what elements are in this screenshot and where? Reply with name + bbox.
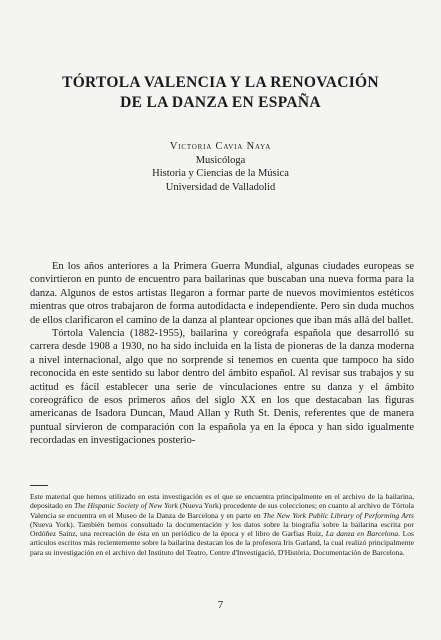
footnote-text-d: . Los artículos escritos más recientemente sobre la bailarina destacan los de la profesora Iris Garland, la cual realizó principalmente para su investigación en el archivo del Instituto del Teatro, Centre d'Investigació, D'Història, Documentación de Barcelona. [30,529,414,557]
body-text [30,260,414,448]
author-block [20,140,421,194]
title-line-2: DE LA DANZA EN ESPAÑA [120,94,321,111]
footnote-text-c: (Nueva York). También hemos consultado la documentación y los datos sobre la biografía sobre la bailarina escrita por Ordóñez Sainz, una recreación de ésta en un periódico de la época y el libro de Garfias Ruiz, [30,519,414,539]
body-paragraph-1: En los años anteriores a la Primera Guerra Mundial, algunas ciudades europeas se convirtieron en punto de encuentro para bailarinas que buscaban una nueva forma para la danza. Algunos de estos artistas llegaron a formar parte de nuevos movimientos estéticos mientras que otros trabajaron de forma autodidacta e independiente. Pero sin duda muchos de ellos clarificaron el camino de la danza al plantear opciones que iban más allá del ballet. [30,261,414,326]
author-institution: Universidad de Valladolid [165,181,276,193]
author-role: Musicóloga [195,154,246,166]
author-name: Victoria Cavia Naya [169,141,272,152]
footnote-italic-a: The Hispanic Society of New York [74,501,178,511]
footnote-text-a: Este material que hemos utilizado en esta investigación es el que se encuentra principalmente en el archivo de la bailarina, depositado en [30,492,414,511]
page-number: 7 [217,599,224,611]
footnote-divider [30,485,48,486]
footnote [30,492,414,557]
author-field: Historia y Ciencias de la Música [152,168,289,179]
footnote-text-b: (Nueva York) procedente de sus colecciones; en cuanto al archivo de Tórtola Valencia se encuentra en el Museo de la Danza de Barcelona y en parte en [30,501,414,520]
article-title [20,73,421,113]
title-line-1: TÓRTOLA VALENCIA Y LA RENOVACIÓN [62,74,379,91]
footnote-italic-b: The New York Public Library of Performing Arts [262,510,414,520]
footnote-italic-c: La danza en Barcelona [325,529,399,539]
body-paragraph-2: Tórtola Valencia (1882-1955), bailarina y coreógrafa española que desarrolló su carrera desde 1908 a 1930, no ha sido incluida en la lista de pioneras de la danza moderna a nivel internacional, algo que no sorprende si tenemos en cuenta que tampoco ha sido reconocida en este sentido su labor dentro del ámbito español. Al revisar sus trabajos y su actitud es fácil establecer una serie de vinculaciones entre su danza y el ámbito coreográfico de esos primeros años del siglo XX en los que destacaban las figuras americanas de Isadora Duncan, Maud Allan y Ruth St. Denis, referentes que de manera puntual sirvieron de comparación con la española ya en la época y han sido igualmente recordadas en investigaciones posterio- [30,328,414,447]
